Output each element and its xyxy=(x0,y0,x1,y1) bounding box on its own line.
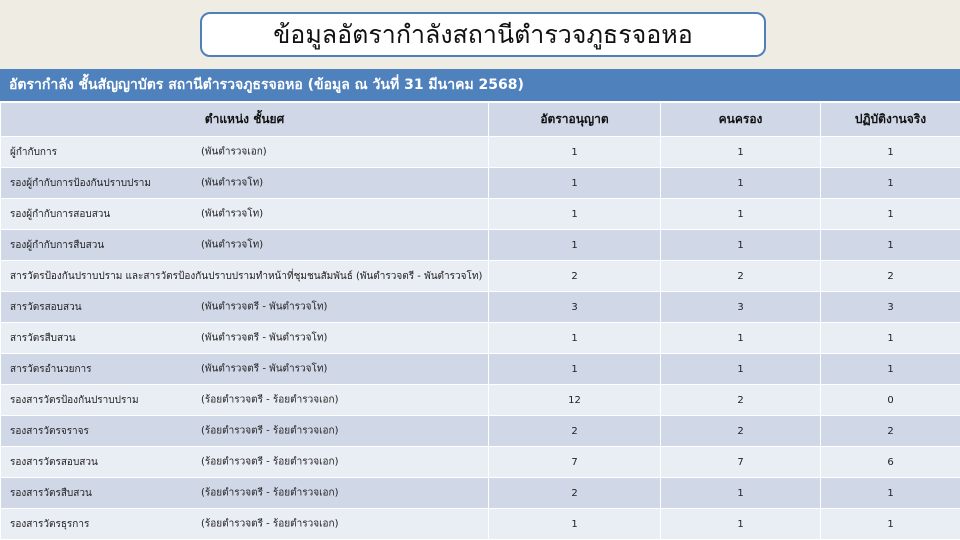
authorized-cell: 1 xyxy=(489,168,661,199)
position-rank: (พันตำรวจตรี - พันตำรวจโท) xyxy=(201,301,328,313)
position-cell xyxy=(1,199,489,230)
active-cell: 3 xyxy=(821,292,960,323)
active-cell: 2 xyxy=(821,416,960,447)
position-cell xyxy=(1,416,489,447)
active-cell: 2 xyxy=(821,261,960,292)
position-name: สารวัตรป้องกันปราบปราม และสารวัตรป้องกันปราบปรามทำหน้าที่ชุมชนสัมพันธ์ (พันตำรวจตรี - พันตำรวจโท) xyxy=(10,270,483,282)
position-name: ผู้กำกับการ xyxy=(10,146,57,158)
occupied-cell: 1 xyxy=(661,137,821,168)
position-name: รองสารวัตรธุรการ xyxy=(10,518,90,530)
authorized-cell: 7 xyxy=(489,447,661,478)
table-row xyxy=(1,509,960,540)
occupied-cell: 3 xyxy=(661,292,821,323)
authorized-cell: 2 xyxy=(489,478,661,509)
position-cell xyxy=(1,137,489,168)
table-caption: อัตรากำลัง ชั้นสัญญาบัตร สถานีตำรวจภูธรจอหอ (ข้อมูล ณ วันที่ 31 มีนาคม 2568) xyxy=(0,69,960,102)
staffing-table-container xyxy=(0,69,960,540)
table-row xyxy=(1,323,960,354)
position-cell xyxy=(1,168,489,199)
position-name: รองผู้กำกับการสืบสวน xyxy=(10,239,105,251)
occupied-cell: 1 xyxy=(661,509,821,540)
occupied-cell: 1 xyxy=(661,323,821,354)
occupied-cell: 2 xyxy=(661,416,821,447)
table-header-row xyxy=(1,103,960,137)
active-cell: 1 xyxy=(821,478,960,509)
authorized-cell: 3 xyxy=(489,292,661,323)
position-name: สารวัตรอำนวยการ xyxy=(10,363,92,375)
active-cell: 1 xyxy=(821,199,960,230)
position-name: สารวัตรสอบสวน xyxy=(10,301,82,313)
position-name: รองผู้กำกับการสอบสวน xyxy=(10,208,111,220)
active-cell: 6 xyxy=(821,447,960,478)
position-cell xyxy=(1,385,489,416)
table-row xyxy=(1,230,960,261)
position-cell xyxy=(1,292,489,323)
occupied-cell: 1 xyxy=(661,168,821,199)
table-row xyxy=(1,447,960,478)
header-position: ตำแหน่ง ชั้นยศ xyxy=(1,103,489,137)
position-name: รองผู้กำกับการป้องกันปราบปราม xyxy=(10,177,151,189)
staffing-table xyxy=(0,102,960,540)
position-rank: (ร้อยตำรวจตรี - ร้อยตำรวจเอก) xyxy=(201,487,339,499)
authorized-cell: 1 xyxy=(489,199,661,230)
position-rank: (พันตำรวจโท) xyxy=(201,239,264,251)
header-active: ปฏิบัติงานจริง xyxy=(821,103,960,137)
table-row xyxy=(1,168,960,199)
position-rank: (พันตำรวจโท) xyxy=(201,177,264,189)
header-authorized: อัตราอนุญาต xyxy=(489,103,661,137)
active-cell: 1 xyxy=(821,509,960,540)
authorized-cell: 2 xyxy=(489,416,661,447)
authorized-cell: 1 xyxy=(489,230,661,261)
position-rank: (พันตำรวจโท) xyxy=(201,208,264,220)
occupied-cell: 1 xyxy=(661,230,821,261)
occupied-cell: 1 xyxy=(661,478,821,509)
active-cell: 1 xyxy=(821,230,960,261)
position-name: รองสารวัตรสืบสวน xyxy=(10,487,92,499)
active-cell: 0 xyxy=(821,385,960,416)
position-name: รองสารวัตรจราจร xyxy=(10,425,89,437)
occupied-cell: 7 xyxy=(661,447,821,478)
table-row xyxy=(1,199,960,230)
table-row xyxy=(1,385,960,416)
occupied-cell: 1 xyxy=(661,354,821,385)
authorized-cell: 2 xyxy=(489,261,661,292)
position-cell xyxy=(1,230,489,261)
table-body xyxy=(1,137,960,540)
active-cell: 1 xyxy=(821,354,960,385)
table-row xyxy=(1,478,960,509)
position-cell xyxy=(1,447,489,478)
table-row xyxy=(1,354,960,385)
position-cell xyxy=(1,354,489,385)
authorized-cell: 12 xyxy=(489,385,661,416)
table-row xyxy=(1,416,960,447)
authorized-cell: 1 xyxy=(489,323,661,354)
position-cell xyxy=(1,478,489,509)
position-name: รองสารวัตรป้องกันปราบปราม xyxy=(10,394,139,406)
position-rank: (ร้อยตำรวจตรี - ร้อยตำรวจเอก) xyxy=(201,425,339,437)
occupied-cell: 2 xyxy=(661,261,821,292)
table-row xyxy=(1,137,960,168)
active-cell: 1 xyxy=(821,168,960,199)
header-occupied: คนครอง xyxy=(661,103,821,137)
position-rank: (พันตำรวจตรี - พันตำรวจโท) xyxy=(201,363,328,375)
position-name: สารวัตรสืบสวน xyxy=(10,332,76,344)
position-cell xyxy=(1,509,489,540)
position-rank: (พันตำรวจตรี - พันตำรวจโท) xyxy=(201,332,328,344)
position-cell xyxy=(1,261,489,292)
authorized-cell: 1 xyxy=(489,509,661,540)
position-rank: (พันตำรวจเอก) xyxy=(201,146,267,158)
table-row xyxy=(1,261,960,292)
position-cell xyxy=(1,323,489,354)
slide-title: ข้อมูลอัตรากำลังสถานีตำรวจภูธรจอหอ xyxy=(200,12,766,57)
table-row xyxy=(1,292,960,323)
position-rank: (ร้อยตำรวจตรี - ร้อยตำรวจเอก) xyxy=(201,394,339,406)
active-cell: 1 xyxy=(821,137,960,168)
occupied-cell: 1 xyxy=(661,199,821,230)
occupied-cell: 2 xyxy=(661,385,821,416)
authorized-cell: 1 xyxy=(489,137,661,168)
authorized-cell: 1 xyxy=(489,354,661,385)
active-cell: 1 xyxy=(821,323,960,354)
position-rank: (ร้อยตำรวจตรี - ร้อยตำรวจเอก) xyxy=(201,518,339,530)
position-name: รองสารวัตรสอบสวน xyxy=(10,456,98,468)
position-rank: (ร้อยตำรวจตรี - ร้อยตำรวจเอก) xyxy=(201,456,339,468)
